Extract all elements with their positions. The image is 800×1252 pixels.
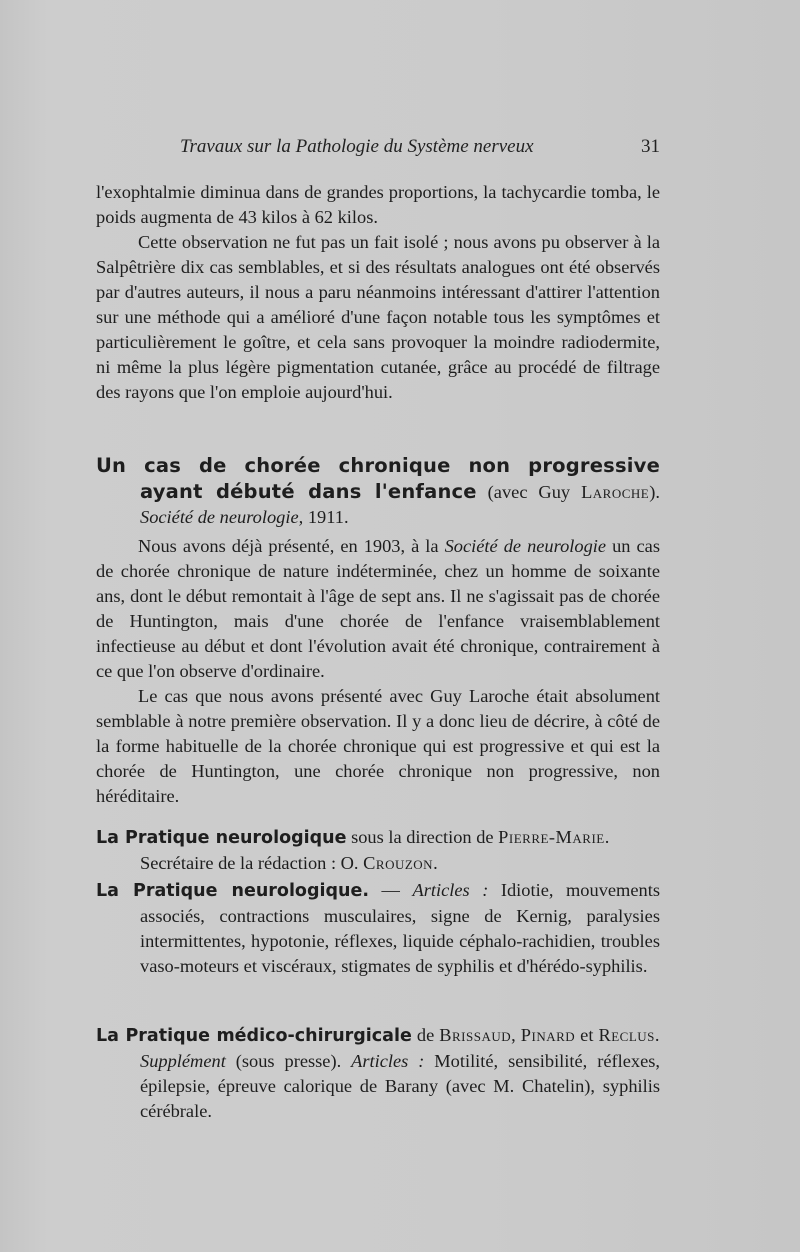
coauthor-suffix: ). [649,482,660,502]
entry-heading [96,825,660,876]
text-span: Nous avons déjà présenté, en 1903, à la [138,536,445,556]
paragraph-observation: Cette observation ne fut pas un fait isolé ; nous avons pu observer à la Salpêtrière dix cas semblables, et si des résultats analogues ont été observés par d'autres auteurs, il nous a paru néanmoins intéressant d'attirer l'attention sur une méthode qui a amélioré d'une façon notable tous les symptômes et particulièrement le goître, et cela sans provoquer la moindre radiodermite, ni même la plus légère pigmentation cutanée, grâce au procédé de filtrage des rayons que l'on emploie aujourd'hui. [96,232,660,402]
text-span: (sous presse). [225,1051,352,1071]
entry-title: La Pratique neurologique. [96,881,369,901]
coauthor-prefix: (avec Guy [487,482,582,502]
articles-label: Articles : [351,1051,425,1071]
author-name: Brissaud [439,1025,512,1045]
running-header [180,136,660,158]
text-span: Secrétaire de la rédaction : O. [140,853,364,873]
articles-label: Articles : [412,880,489,900]
author-name: Reclus. [598,1025,661,1045]
entry-pratique-articles [96,878,660,979]
secretary-name: Crouzon. [363,853,439,873]
page-number: 31 [641,136,660,157]
text-span: un cas de chorée chronique de nature indéterminée, chez un homme de soixante ans, dont le début remontait à l'âge de sept ans. Il ne s'agissait pas de chorée de Huntington, mais d'une chorée de l'enfance vraisemblablement infectieuse au début et dont l'évolution avait été chronique, contrairement à ce que l'on observe d'ordinaire. [96,536,660,681]
articles-list: Idiotie, mouvements associés, contractions musculaires, signe de Kernig, paralysies intermittentes, hypotonie, réflexes, liquide céphalo-rachidien, troubles vaso-moteurs et viscéraux, stigmates de syphilis et d'hérédo-syphilis. [140,880,660,976]
text-span: et [575,1025,599,1045]
coauthor-name: Laroche [581,482,650,502]
entry-title: La Pratique médico-chirurgicale [96,1026,412,1046]
paragraph-first-case [96,534,660,684]
entry-heading [96,878,660,979]
paragraph-second-case: Le cas que nous avons présenté avec Guy Laroche était absolument semblable à notre première observation. Il y a donc lieu de décrire, à côté de la forme habituelle de la chorée chronique qui est progressive et qui est la chorée de Huntington, une chorée chronique non progressive, non héréditaire. [96,686,660,806]
continued-section [96,180,660,405]
text-span: sous la direction de [346,827,499,847]
entry-pratique-neurologique [96,825,660,876]
dash: — [369,880,413,900]
entry-title: La Pratique neurologique [96,828,347,848]
entry-heading [96,1023,660,1124]
paragraph-continued: l'exophtalmie diminua dans de grandes proportions, la tachycardie tomba, le poids augmenta de 43 kilos à 62 kilos. [96,182,660,227]
entry-title: Un cas de chorée chronique non progressive ayant débuté dans l'enfance [96,454,660,503]
supplement-label: Supplément [140,1051,226,1071]
director-name: Pierre-Marie. [498,827,610,847]
entry-choree [96,453,660,809]
journal-name: Société de neurologie, [140,507,304,527]
publication-year: 1911. [307,507,349,527]
articles-list: Motilité, sensibilité, réflexes, épilepsie, épreuve calorique de Barany (avec M. Chatelin), syphilis cérébrale. [140,1051,660,1121]
text-span: de [411,1025,440,1045]
separator: , [511,1025,521,1045]
author-name: Pinard [520,1025,576,1045]
journal-name: Société de neurologie [444,536,607,556]
entry-pratique-medico-chirurgicale [96,1023,660,1124]
entry-heading [96,453,660,530]
running-title: Travaux sur la Pathologie du Système nerveux [180,136,534,157]
